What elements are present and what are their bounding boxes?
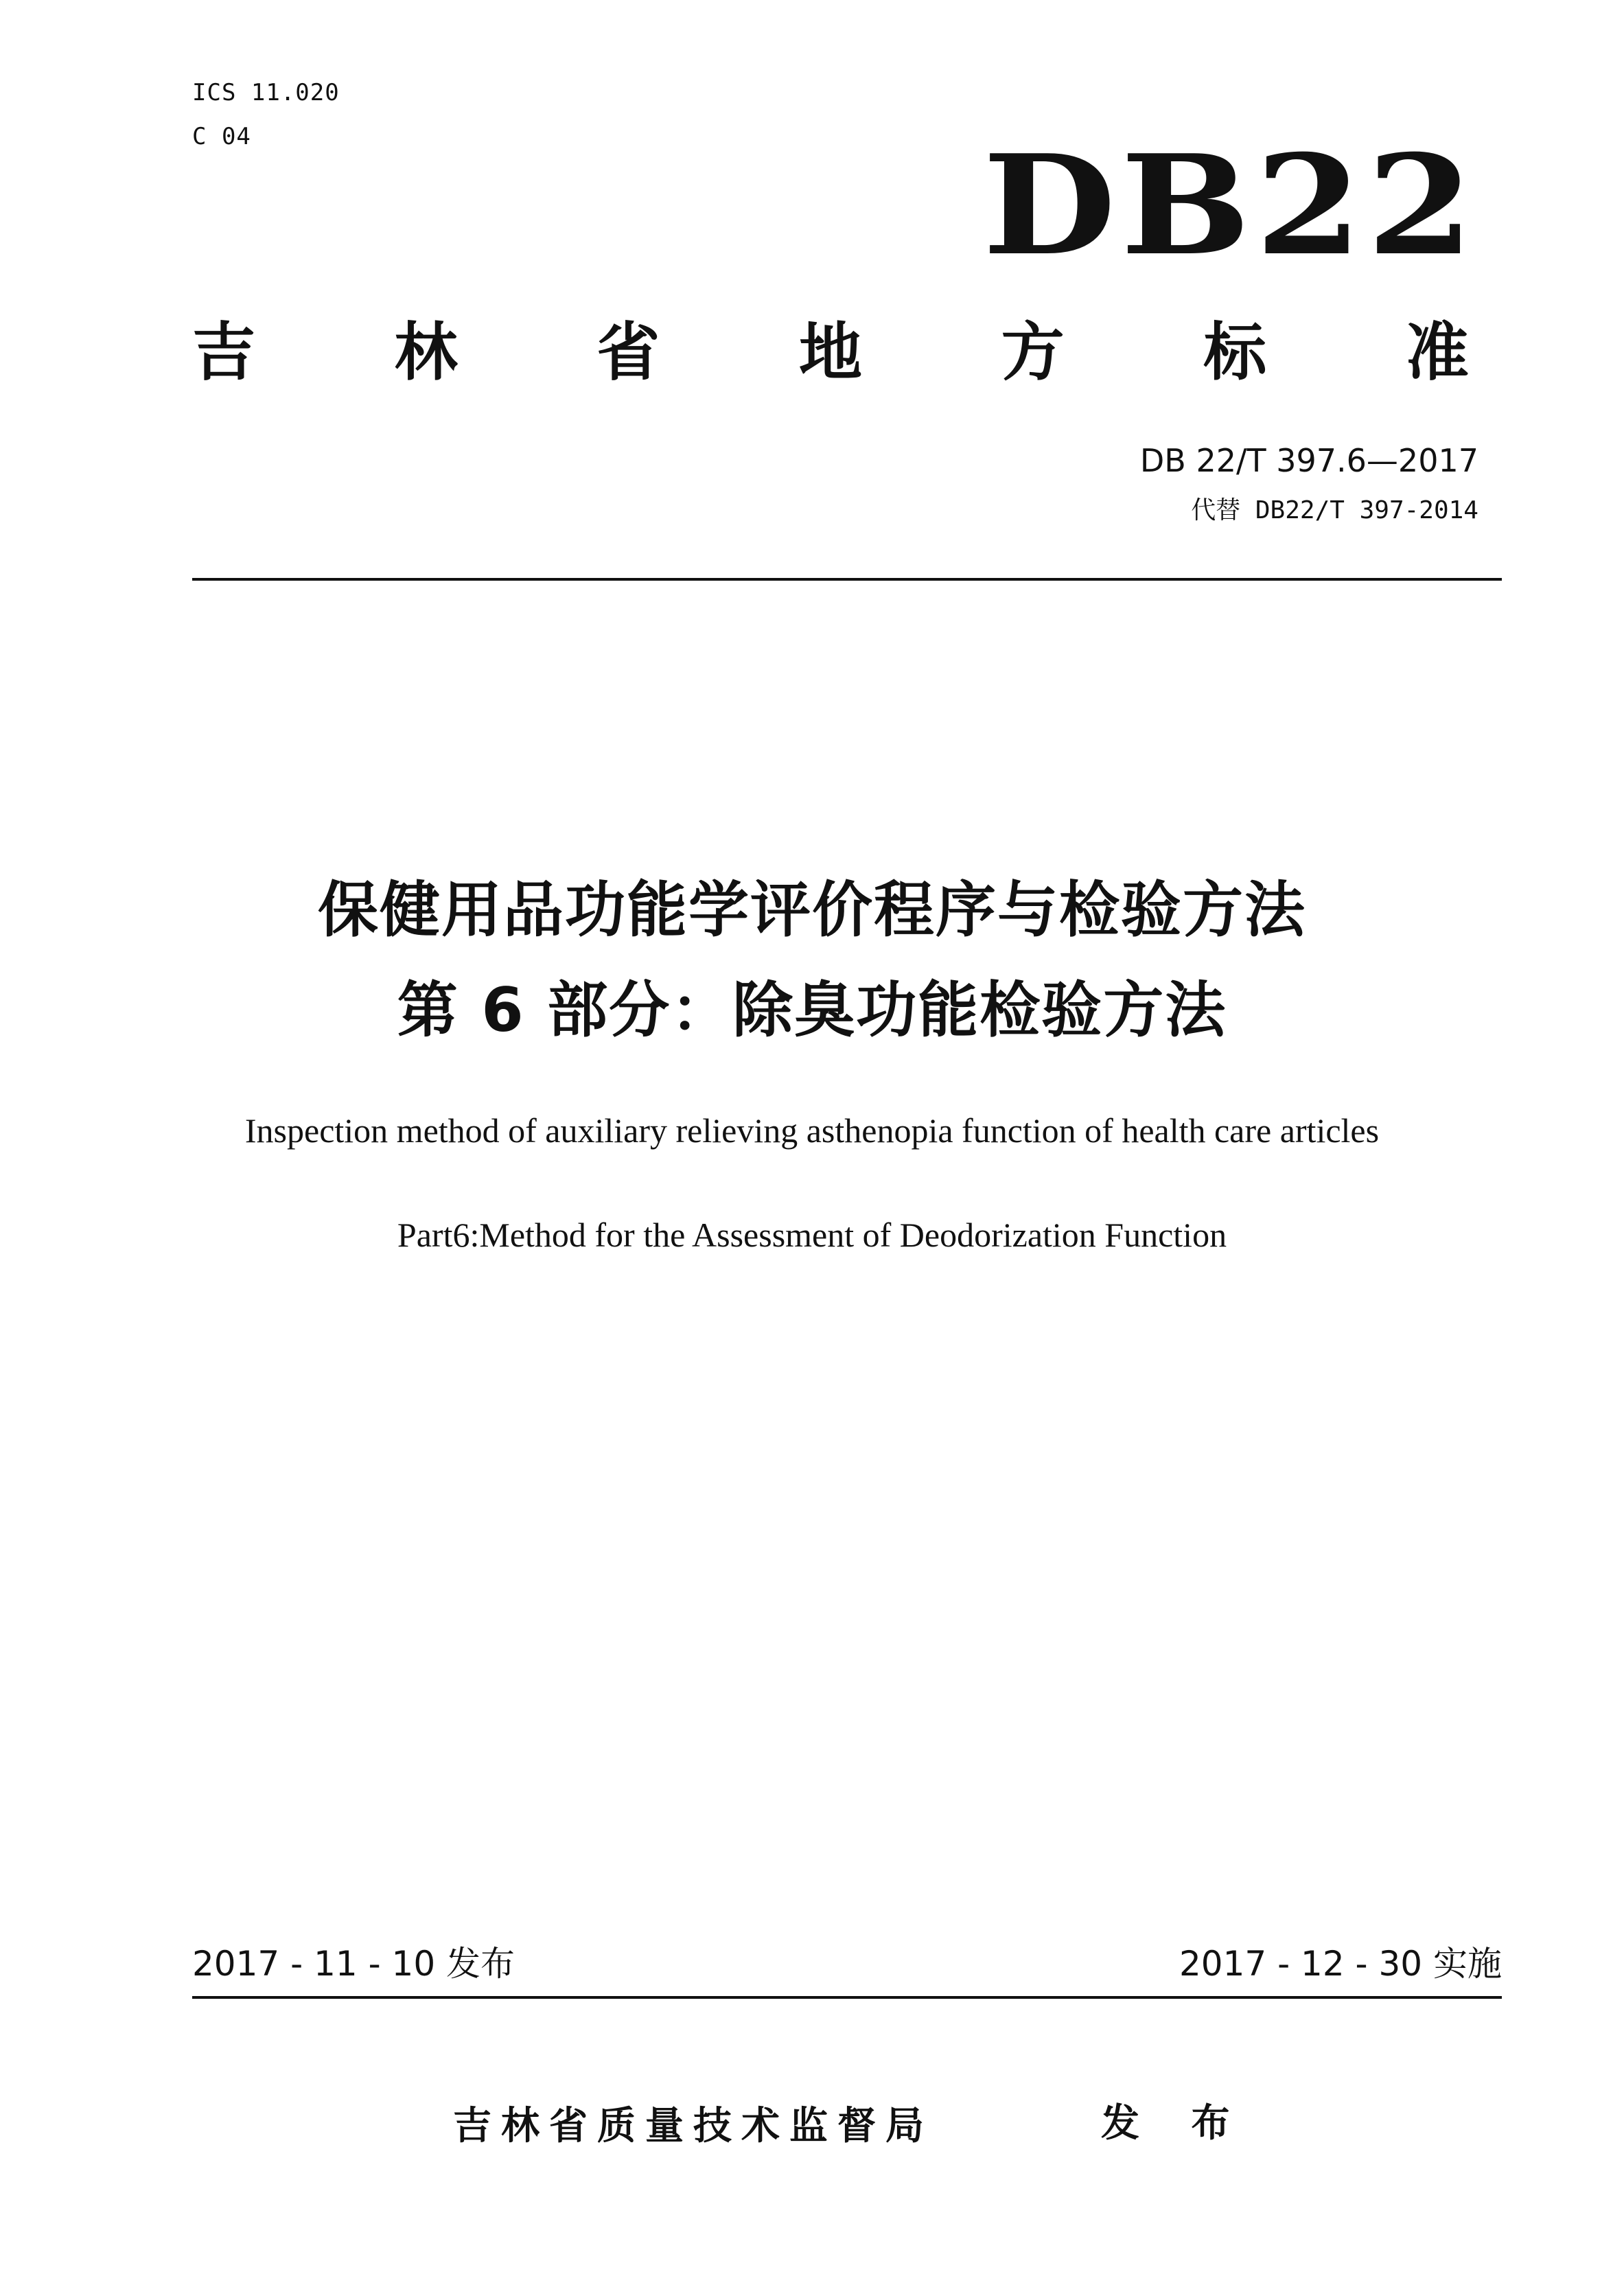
- standard-type-char: 方: [1001, 316, 1065, 389]
- standard-type-char: 标: [1203, 316, 1267, 389]
- standard-type-char: 林: [394, 316, 458, 389]
- ics-code: ICS 11.020: [192, 79, 340, 106]
- issue-label: 发 布: [1101, 2101, 1249, 2146]
- standard-type-heading: [192, 316, 1469, 389]
- standard-type-char: 省: [596, 316, 660, 389]
- replaces-standard: 代替 DB22/T 397-2014: [1191, 496, 1478, 524]
- title-english-line-2: Part6:Method for the Assessment of Deodorization Function: [397, 1216, 1227, 1254]
- db-code-logo: DB22: [982, 125, 1478, 286]
- standard-number: DB 22/T 397.6—2017: [1139, 442, 1478, 479]
- issuing-authority: 吉林省质量技术监督局: [453, 2104, 933, 2148]
- issue-date: 2017 - 11 - 10 发布: [192, 1944, 515, 1984]
- footer-divider: [192, 1996, 1502, 1999]
- classification-code: C 04: [192, 123, 251, 150]
- standard-type-char: 吉: [192, 316, 256, 389]
- header-divider: [192, 578, 1502, 581]
- title-chinese-line-1: 保健用品功能学评价程序与检验方法: [317, 874, 1306, 945]
- standard-type-char: 准: [1405, 316, 1469, 389]
- standard-type-char: 地: [798, 316, 862, 389]
- title-english-line-1: Inspection method of auxiliary relieving asthenopia function of health care articles: [244, 1111, 1380, 1150]
- implementation-date: 2017 - 12 - 30 实施: [1179, 1944, 1502, 1984]
- title-chinese-line-2: 第 6 部分：除臭功能检验方法: [397, 975, 1227, 1045]
